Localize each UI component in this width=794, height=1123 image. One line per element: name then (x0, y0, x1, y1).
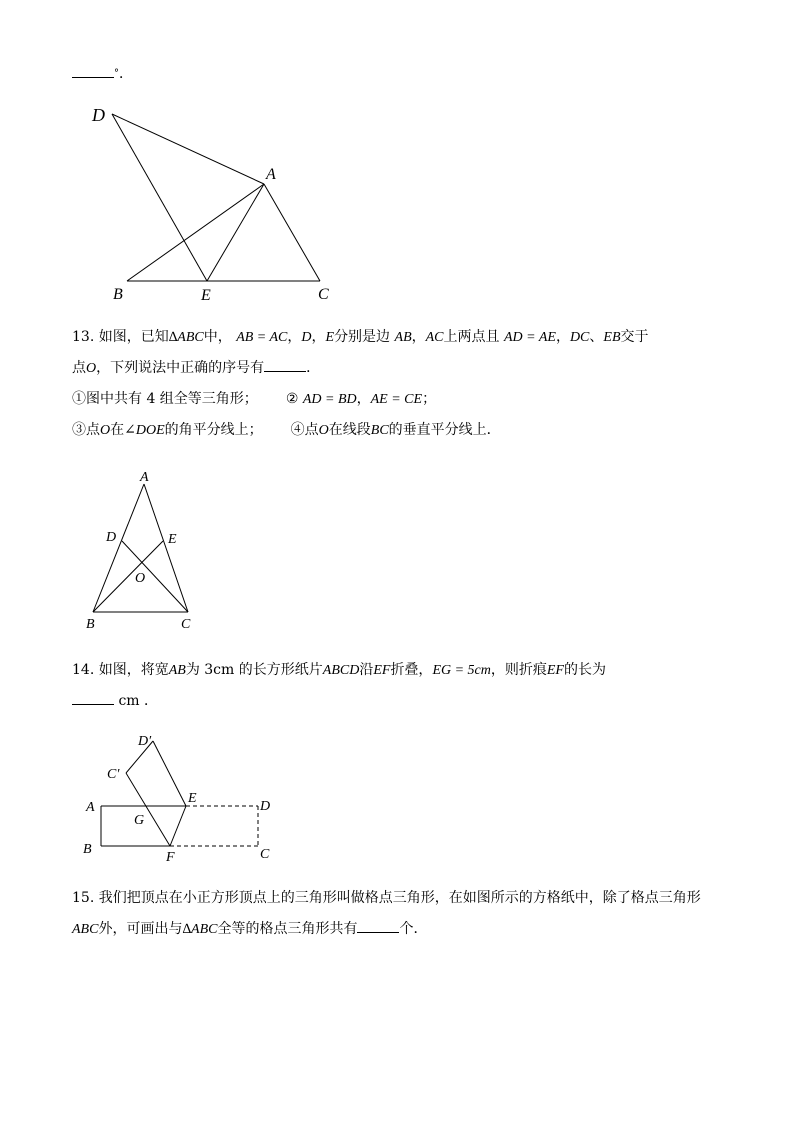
label-A: A (86, 800, 95, 815)
question-15-line2: ABC外，可画出与∆ABC全等的格点三角形共有 个． (72, 921, 428, 937)
question-14-line1: 14. 如图，将宽AB为 3cm 的长方形纸片ABCD沿EF折叠，EG = 5cm，则折痕EF的长为 (72, 662, 606, 678)
question-14-line2: cm ． (72, 691, 158, 711)
label-D: D (92, 105, 105, 125)
prev-question-tail: °． (72, 64, 133, 84)
figure-13 (93, 484, 188, 612)
label-A: A (266, 166, 276, 183)
label-D: D (106, 530, 117, 545)
label-C-prime: C′ (107, 767, 120, 782)
label-D: D (260, 799, 271, 814)
label-C: C (181, 617, 191, 632)
label-E: E (168, 532, 177, 547)
answer-blank (357, 920, 399, 933)
label-B: B (86, 617, 95, 632)
label-C: C (318, 286, 329, 303)
question-15-line1: 15. 我们把顶点在小正方形顶点上的三角形叫做格点三角形，在如图所示的方格纸中，除了格点三角形 (72, 890, 701, 906)
answer-blank (72, 65, 114, 78)
label-O: O (135, 571, 146, 586)
question-13-line2: 点O，下列说法中正确的序号有 ． (72, 360, 321, 376)
answer-blank (72, 692, 114, 705)
figure-14 (101, 741, 258, 846)
label-A: A (140, 470, 149, 485)
label-F: F (166, 850, 175, 865)
label-E: E (201, 287, 211, 304)
question-13-line1: 13. 如图，已知∆ABC中， AB = AC，D，E分别是边 AB，AC上两点且 AD = AE，DC、EB交于 (72, 329, 649, 345)
label-C: C (260, 847, 270, 862)
answer-blank (264, 359, 306, 372)
question-13-options-1-2: ①图中共有 4 组全等三角形； ② AD = BD，AE = CE； (72, 391, 437, 407)
label-D-prime: D′ (138, 734, 152, 749)
label-E: E (188, 791, 197, 806)
label-G: G (134, 813, 145, 828)
question-13-options-3-4: ③点O在∠DOE的角平分线上； ④点O在线段BC的垂直平分线上． (72, 422, 501, 438)
label-B: B (83, 842, 92, 857)
label-B: B (113, 286, 123, 303)
